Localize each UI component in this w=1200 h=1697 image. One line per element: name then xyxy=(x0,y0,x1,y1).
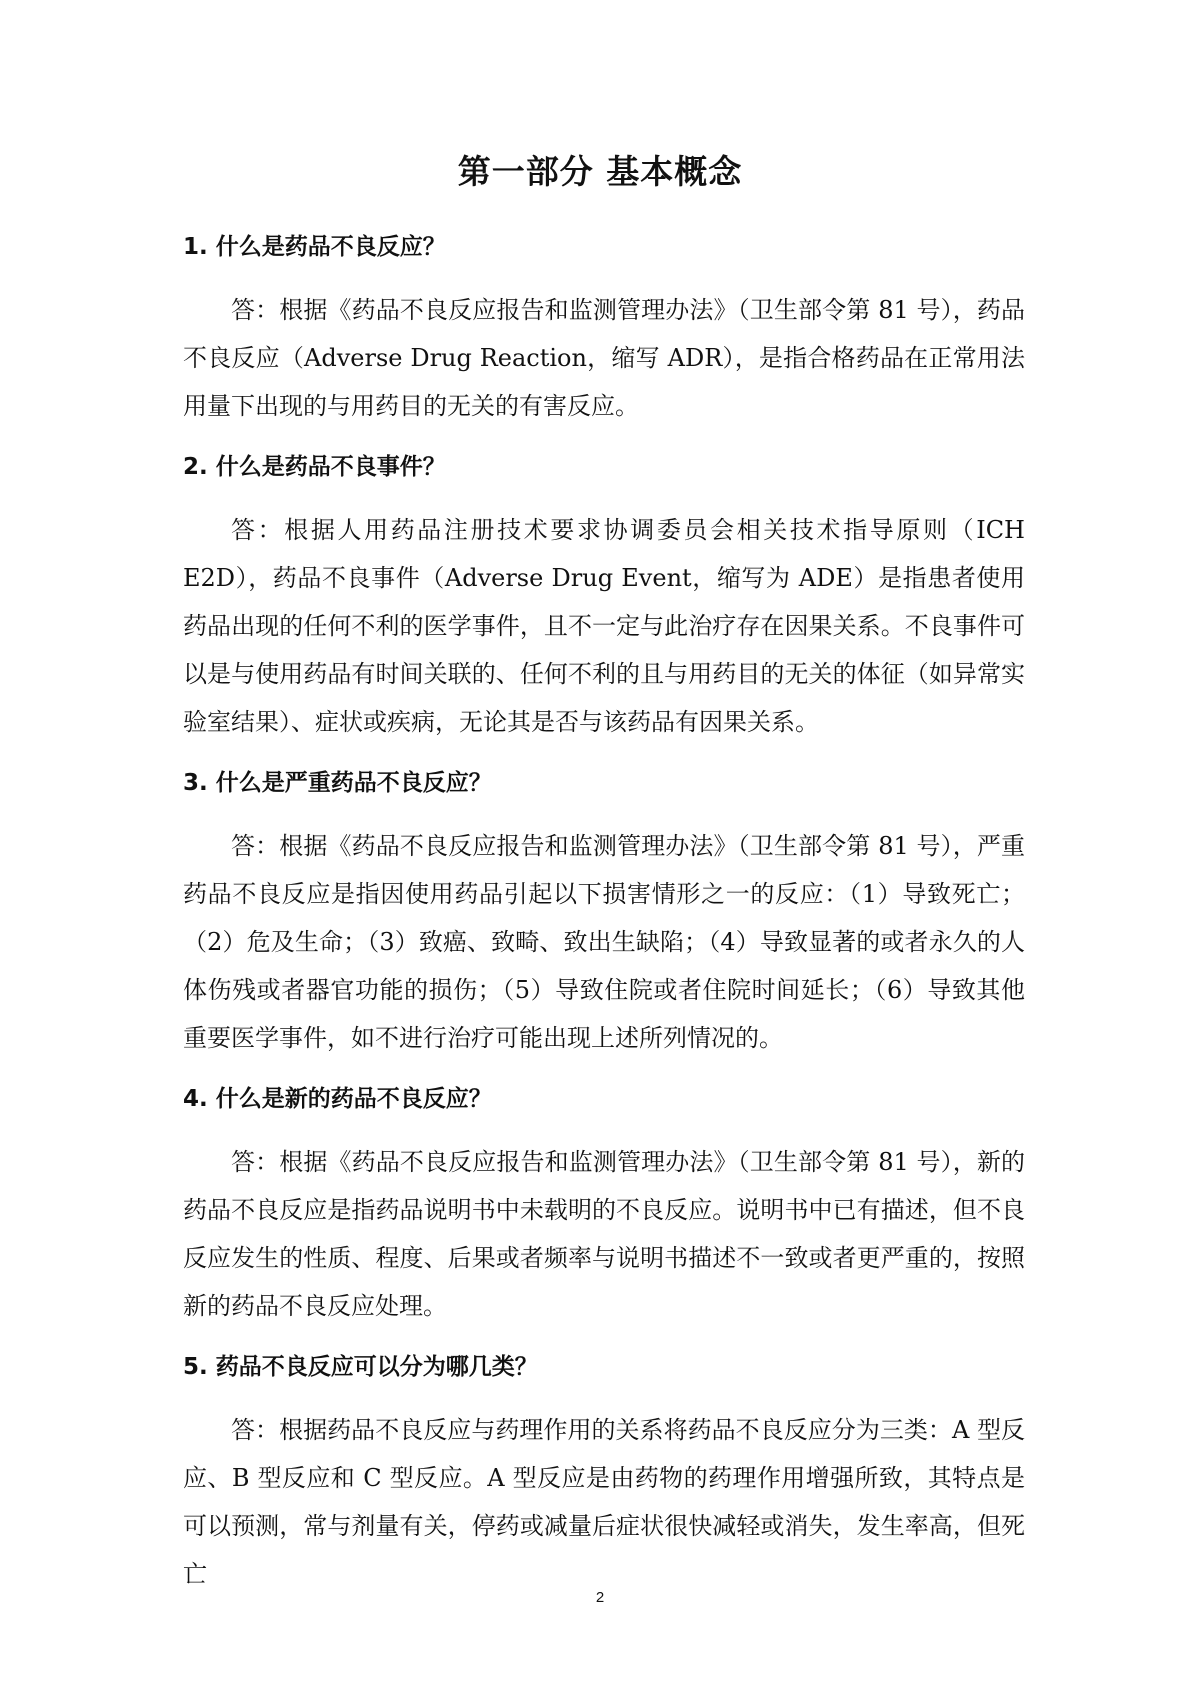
question-4: 4. 什么是新的药品不良反应？ xyxy=(183,1086,492,1112)
question-3: 3. 什么是严重药品不良反应？ xyxy=(183,770,492,796)
document-body xyxy=(183,228,1025,1616)
question-1: 1. 什么是药品不良反应？ xyxy=(183,234,446,260)
answer-3: 答：根据《药品不良反应报告和监测管理办法》（卫生部令第 81 号），严重药品不良反应是指因使用药品引起以下损害情形之一的反应：（1）导致死亡；（2）危及生命；（3）致癌、致畸、致出生缺陷；（4）导致显著的或者永久的人体伤残或者器官功能的损伤；（5）导致住院或者住院时间延长；（6）导致其他重要医学事件，如不进行治疗可能出现上述所列情况的。 xyxy=(183,832,1025,1052)
question-5: 5. 药品不良反应可以分为哪几类？ xyxy=(183,1354,538,1380)
page-number: 2 xyxy=(595,1589,605,1606)
question-2: 2. 什么是药品不良事件？ xyxy=(183,454,446,480)
page-title: 第一部分 基本概念 xyxy=(457,152,743,191)
answer-4: 答：根据《药品不良反应报告和监测管理办法》（卫生部令第 81 号），新的药品不良反应是指药品说明书中未载明的不良反应。说明书中已有描述，但不良反应发生的性质、程度、后果或者频率与说明书描述不一致或者更严重的，按照新的药品不良反应处理。 xyxy=(183,1148,1025,1320)
answer-5: 答：根据药品不良反应与药理作用的关系将药品不良反应分为三类：A 型反应、B 型反应和 C 型反应。A 型反应是由药物的药理作用增强所致，其特点是可以预测，常与剂量有关，停药或减量后症状很快减轻或消失，发生率高，但死亡 xyxy=(183,1416,1025,1588)
answer-1: 答：根据《药品不良反应报告和监测管理办法》（卫生部令第 81 号），药品不良反应（Adverse Drug Reaction，缩写 ADR），是指合格药品在正常用法用量下出现的与用药目的无关的有害反应。 xyxy=(183,296,1025,420)
answer-2: 答：根据人用药品注册技术要求协调委员会相关技术指导原则（ICH E2D），药品不良事件（Adverse Drug Event，缩写为 ADE）是指患者使用药品出现的任何不利的医学事件，且不一定与此治疗存在因果关系。不良事件可以是与使用药品有时间关联的、任何不利的且与用药目的无关的体征（如异常实验室结果）、症状或疾病，无论其是否与该药品有因果关系。 xyxy=(183,516,1025,736)
